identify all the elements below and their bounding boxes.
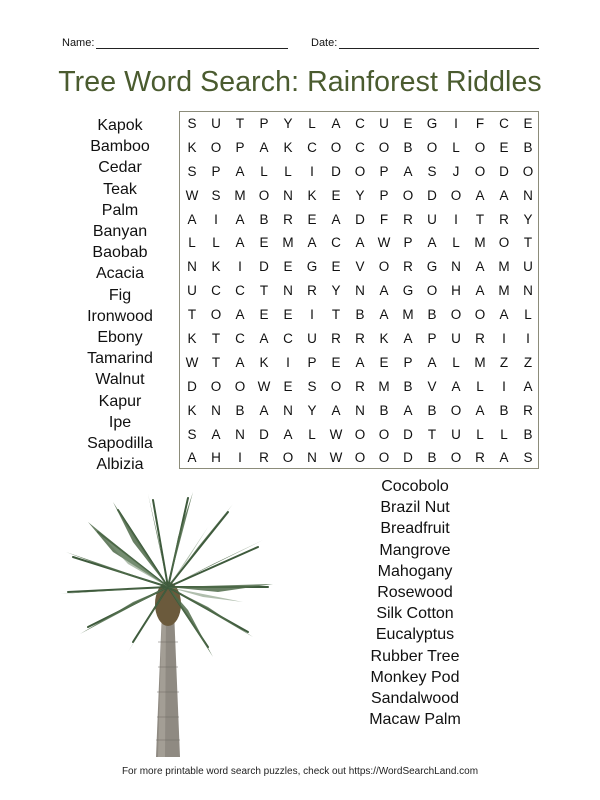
grid-cell[interactable]: D: [427, 187, 437, 203]
word-list-item: Silk Cotton: [376, 605, 454, 623]
grid-cell[interactable]: U: [451, 426, 461, 442]
grid-cell[interactable]: A: [331, 116, 341, 131]
grid-cell[interactable]: O: [450, 450, 462, 466]
grid-cell[interactable]: H: [451, 283, 461, 299]
grid-cell[interactable]: D: [499, 163, 509, 179]
grid-cell[interactable]: R: [331, 331, 341, 347]
grid-cell[interactable]: E: [283, 307, 293, 323]
word-list-item: Walnut: [95, 371, 145, 389]
grid-cell[interactable]: B: [259, 211, 269, 227]
grid-cell[interactable]: A: [475, 259, 485, 275]
word-list-left: [60, 115, 180, 475]
grid-cell[interactable]: C: [283, 331, 293, 347]
word-list-item: Kapur: [98, 392, 142, 410]
grid-cell[interactable]: O: [378, 450, 390, 466]
grid-cell[interactable]: A: [523, 378, 533, 394]
grid-cell[interactable]: P: [403, 235, 413, 251]
word-list-item: Brazil Nut: [380, 499, 450, 517]
grid-cell[interactable]: O: [378, 426, 390, 442]
word-list-item: Baobab: [92, 244, 148, 262]
grid-cell[interactable]: N: [283, 402, 293, 418]
grid-cell[interactable]: A: [475, 283, 485, 299]
grid-cell[interactable]: E: [379, 354, 389, 370]
grid-cell[interactable]: M: [402, 307, 414, 323]
word-list-item: Teak: [103, 180, 137, 198]
grid-cell[interactable]: B: [427, 450, 437, 466]
grid-cell[interactable]: D: [259, 426, 269, 442]
puzzle-grid[interactable]: [179, 111, 539, 469]
grid-cell[interactable]: S: [187, 426, 197, 442]
grid-cell[interactable]: K: [283, 139, 293, 155]
grid-cell[interactable]: P: [379, 163, 389, 179]
grid-cell[interactable]: B: [403, 139, 413, 155]
grid-cell[interactable]: Z: [499, 354, 509, 370]
word-list-item: Cedar: [98, 159, 142, 177]
grid-cell[interactable]: I: [238, 259, 242, 275]
grid-cell[interactable]: O: [522, 163, 534, 179]
grid-cell[interactable]: B: [523, 426, 533, 442]
grid-cell[interactable]: N: [235, 426, 245, 442]
grid-cell[interactable]: Y: [283, 116, 293, 131]
grid-cell[interactable]: Y: [307, 402, 317, 418]
grid-cell[interactable]: A: [379, 283, 389, 299]
grid-cell[interactable]: P: [259, 116, 269, 131]
word-list-item: Macaw Palm: [369, 711, 461, 729]
grid-cell[interactable]: A: [499, 450, 509, 466]
grid-cell[interactable]: N: [307, 450, 317, 466]
grid-cell[interactable]: S: [211, 187, 221, 203]
word-list-item: Cocobolo: [381, 478, 449, 495]
grid-cell[interactable]: O: [258, 187, 270, 203]
grid-cell[interactable]: A: [403, 163, 413, 179]
grid-cell[interactable]: O: [210, 307, 222, 323]
grid-cell[interactable]: D: [355, 211, 365, 227]
grid-cell[interactable]: I: [214, 211, 218, 227]
word-list-item: Monkey Pod: [370, 668, 460, 686]
grid-cell[interactable]: E: [499, 139, 509, 155]
grid-cell[interactable]: A: [355, 354, 365, 370]
grid-cell[interactable]: R: [475, 331, 485, 347]
grid-cell[interactable]: E: [307, 211, 317, 227]
grid-cell[interactable]: W: [377, 235, 391, 251]
grid-cell[interactable]: A: [499, 187, 509, 203]
grid-cell[interactable]: U: [211, 116, 221, 131]
grid-cell[interactable]: L: [188, 235, 196, 251]
grid-cell[interactable]: I: [238, 450, 242, 466]
grid-cell[interactable]: B: [427, 402, 437, 418]
grid-cell[interactable]: L: [476, 426, 484, 442]
grid-cell[interactable]: E: [331, 354, 341, 370]
grid-cell[interactable]: D: [187, 378, 197, 394]
grid-cell[interactable]: L: [524, 307, 532, 323]
grid-cell[interactable]: L: [260, 163, 268, 179]
grid-cell[interactable]: T: [331, 307, 341, 323]
grid-cell[interactable]: A: [427, 235, 437, 251]
grid-cell[interactable]: T: [427, 426, 437, 442]
name-label: Name:: [62, 37, 95, 49]
word-list-item: Sapodilla: [87, 435, 153, 453]
grid-cell[interactable]: V: [355, 259, 365, 275]
grid-cell[interactable]: I: [526, 331, 530, 347]
grid-cell[interactable]: T: [235, 116, 245, 131]
grid-cell[interactable]: R: [355, 331, 365, 347]
grid-cell[interactable]: A: [499, 307, 509, 323]
grid-cell[interactable]: O: [210, 378, 222, 394]
name-field[interactable]: [62, 37, 288, 49]
grid-cell[interactable]: P: [307, 354, 317, 370]
word-list-item: Tamarind: [87, 350, 153, 368]
grid-cell[interactable]: A: [259, 331, 269, 347]
grid-cell[interactable]: I: [454, 116, 458, 131]
grid-cell[interactable]: W: [257, 378, 271, 394]
grid-cell[interactable]: N: [187, 259, 197, 275]
grid-cell[interactable]: O: [426, 283, 438, 299]
grid-cell[interactable]: F: [475, 116, 485, 131]
grid-cell[interactable]: E: [331, 259, 341, 275]
grid-cell[interactable]: O: [450, 187, 462, 203]
grid-cell[interactable]: O: [354, 426, 366, 442]
grid-cell[interactable]: I: [310, 307, 314, 323]
grid-cell[interactable]: D: [331, 163, 341, 179]
grid-cell[interactable]: O: [282, 450, 294, 466]
grid-cell[interactable]: C: [355, 139, 365, 155]
grid-cell[interactable]: A: [187, 450, 197, 466]
grid-cell[interactable]: B: [523, 139, 533, 155]
grid-cell[interactable]: P: [235, 139, 245, 155]
grid-cell[interactable]: L: [452, 139, 460, 155]
grid-cell[interactable]: S: [307, 378, 317, 394]
word-list-item: Ebony: [97, 329, 143, 347]
grid-cell[interactable]: G: [306, 259, 318, 275]
grid-cell[interactable]: I: [310, 163, 314, 179]
grid-cell[interactable]: R: [523, 402, 533, 418]
grid-cell[interactable]: Y: [331, 283, 341, 299]
grid-cell[interactable]: A: [259, 139, 269, 155]
grid-cell[interactable]: A: [331, 211, 341, 227]
grid-cell[interactable]: L: [500, 426, 508, 442]
grid-cell[interactable]: C: [331, 235, 341, 251]
grid-cell[interactable]: E: [259, 307, 269, 323]
grid-cell[interactable]: W: [329, 450, 343, 466]
grid-cell[interactable]: O: [330, 139, 342, 155]
grid-cell[interactable]: J: [452, 163, 460, 179]
grid-cell[interactable]: E: [403, 116, 413, 131]
grid-cell[interactable]: R: [475, 450, 485, 466]
grid-cell[interactable]: G: [426, 259, 438, 275]
grid-cell[interactable]: A: [403, 331, 413, 347]
grid-cell[interactable]: C: [355, 116, 365, 131]
grid-cell[interactable]: K: [259, 354, 269, 370]
grid-cell[interactable]: I: [286, 354, 290, 370]
grid-cell[interactable]: L: [452, 354, 460, 370]
grid-cell[interactable]: F: [379, 211, 389, 227]
grid-cell[interactable]: O: [354, 163, 366, 179]
grid-cell[interactable]: A: [331, 402, 341, 418]
grid-cell[interactable]: P: [379, 187, 389, 203]
grid-cell[interactable]: A: [211, 426, 221, 442]
grid-cell[interactable]: A: [403, 402, 413, 418]
grid-cell[interactable]: T: [211, 331, 221, 347]
grid-cell[interactable]: A: [307, 235, 317, 251]
word-list-item: Palm: [101, 201, 139, 219]
word-list-item: Breadfruit: [380, 520, 450, 538]
grid-cell[interactable]: O: [474, 139, 486, 155]
grid-cell[interactable]: S: [523, 450, 533, 466]
grid-cell[interactable]: D: [259, 259, 269, 275]
grid-cell[interactable]: N: [523, 187, 533, 203]
grid-cell[interactable]: E: [331, 187, 341, 203]
grid-cell[interactable]: M: [474, 354, 486, 370]
grid-cell[interactable]: O: [402, 187, 414, 203]
page-title: Tree Word Search: Rainforest Riddles: [58, 66, 542, 98]
grid-cell[interactable]: S: [427, 163, 437, 179]
grid-cell[interactable]: O: [450, 402, 462, 418]
grid-cell[interactable]: N: [211, 402, 221, 418]
grid-cell[interactable]: O: [354, 450, 366, 466]
word-list-item: Bamboo: [90, 138, 150, 156]
grid-cell[interactable]: M: [378, 378, 390, 394]
grid-cell[interactable]: K: [211, 259, 221, 275]
grid-cell[interactable]: O: [474, 163, 486, 179]
grid-cell[interactable]: I: [454, 211, 458, 227]
grid-cell[interactable]: O: [450, 307, 462, 323]
word-list-item: Albizia: [96, 456, 144, 474]
grid-cell[interactable]: U: [379, 116, 389, 131]
word-list-item: Fig: [108, 286, 132, 304]
word-list-item: Kapok: [97, 117, 143, 134]
grid-cell[interactable]: O: [378, 259, 390, 275]
word-list-item: Mangrove: [379, 541, 451, 559]
grid-cell[interactable]: L: [308, 116, 316, 131]
grid-cell[interactable]: R: [355, 378, 365, 394]
grid-cell[interactable]: O: [498, 235, 510, 251]
grid-cell[interactable]: W: [185, 354, 199, 370]
grid-cell[interactable]: E: [259, 235, 269, 251]
grid-cell[interactable]: G: [426, 116, 438, 131]
grid-cell[interactable]: E: [523, 116, 533, 131]
grid-cell[interactable]: A: [235, 211, 245, 227]
grid-cell[interactable]: B: [427, 307, 437, 323]
grid-cell[interactable]: M: [474, 235, 486, 251]
grid-cell[interactable]: U: [307, 331, 317, 347]
grid-cell[interactable]: Y: [355, 187, 365, 203]
grid-cell[interactable]: R: [283, 211, 293, 227]
grid-cell[interactable]: N: [523, 283, 533, 299]
grid-cell[interactable]: K: [379, 331, 389, 347]
date-field[interactable]: [311, 37, 539, 49]
grid-cell[interactable]: M: [282, 235, 294, 251]
grid-cell[interactable]: C: [211, 283, 221, 299]
footer-text: For more printable word search puzzles, check out https://WordSearchLand.com: [121, 766, 479, 777]
grid-cell[interactable]: C: [235, 283, 245, 299]
grid-cell[interactable]: K: [187, 402, 197, 418]
grid-cell[interactable]: D: [403, 426, 413, 442]
grid-cell[interactable]: O: [234, 378, 246, 394]
grid-cell[interactable]: L: [284, 163, 292, 179]
grid-cell[interactable]: A: [235, 163, 245, 179]
grid-cell[interactable]: N: [355, 283, 365, 299]
grid-cell[interactable]: O: [210, 139, 222, 155]
grid-cell[interactable]: T: [475, 211, 485, 227]
word-list-item: Banyan: [92, 223, 148, 241]
word-list-item: Sandalwood: [370, 690, 460, 708]
grid-cell[interactable]: O: [330, 378, 342, 394]
grid-cell[interactable]: U: [523, 259, 533, 275]
grid-cell[interactable]: A: [259, 402, 269, 418]
grid-cell[interactable]: A: [475, 187, 485, 203]
word-list-item: Rubber Tree: [370, 647, 460, 665]
grid-cell[interactable]: I: [502, 378, 506, 394]
grid-cell[interactable]: R: [307, 283, 317, 299]
grid-cell[interactable]: A: [235, 307, 245, 323]
grid-cell[interactable]: D: [403, 450, 413, 466]
grid-cell[interactable]: A: [451, 378, 461, 394]
grid-cell[interactable]: T: [187, 307, 197, 323]
grid-cell[interactable]: M: [498, 259, 510, 275]
date-input-line[interactable]: [339, 38, 539, 49]
grid-cell[interactable]: A: [235, 354, 245, 370]
date-label: Date:: [311, 37, 338, 49]
grid-cell[interactable]: L: [452, 235, 460, 251]
grid-cell[interactable]: I: [502, 331, 506, 347]
grid-cell[interactable]: O: [426, 139, 438, 155]
grid-cell[interactable]: A: [283, 426, 293, 442]
grid-cell[interactable]: A: [355, 235, 365, 251]
grid-cell[interactable]: A: [235, 235, 245, 251]
grid-cell[interactable]: B: [499, 402, 509, 418]
grid-cell[interactable]: S: [187, 116, 197, 131]
word-list-right: [355, 476, 475, 730]
grid-cell[interactable]: W: [329, 426, 343, 442]
grid-cell[interactable]: A: [187, 211, 197, 227]
grid-cell[interactable]: W: [185, 187, 199, 203]
grid-cell[interactable]: L: [308, 426, 316, 442]
grid-cell[interactable]: K: [307, 187, 317, 203]
grid-cell[interactable]: Y: [523, 211, 533, 227]
grid-cell[interactable]: B: [355, 307, 365, 323]
grid-cell[interactable]: M: [498, 283, 510, 299]
grid-cell[interactable]: V: [427, 378, 437, 394]
grid-cell[interactable]: B: [403, 378, 413, 394]
grid-cell[interactable]: T: [259, 283, 269, 299]
word-list-item: Rosewood: [377, 584, 453, 602]
name-input-line[interactable]: [96, 38, 288, 49]
grid-cell[interactable]: U: [451, 331, 461, 347]
grid-cell[interactable]: G: [402, 283, 414, 299]
grid-cell[interactable]: B: [379, 402, 389, 418]
word-list-item: Mahogany: [377, 562, 453, 580]
grid-cell[interactable]: A: [427, 354, 437, 370]
grid-cell[interactable]: P: [427, 331, 437, 347]
grid-cell[interactable]: E: [283, 259, 293, 275]
palm-tree-image: [58, 492, 278, 757]
word-list-item: Ipe: [108, 413, 132, 431]
grid-cell[interactable]: H: [211, 450, 221, 466]
grid-cell[interactable]: E: [283, 378, 293, 394]
grid-cell[interactable]: U: [187, 283, 197, 299]
grid-cell[interactable]: P: [403, 354, 413, 370]
grid-cell[interactable]: N: [283, 187, 293, 203]
grid-cell[interactable]: N: [451, 259, 461, 275]
grid-cell[interactable]: C: [307, 139, 317, 155]
grid-cell[interactable]: L: [212, 235, 220, 251]
grid-cell[interactable]: L: [476, 378, 484, 394]
grid-cell[interactable]: U: [427, 211, 437, 227]
grid-cell[interactable]: T: [211, 354, 221, 370]
grid-cell[interactable]: N: [283, 283, 293, 299]
grid-cell[interactable]: M: [234, 187, 246, 203]
word-list-item: Acacia: [95, 265, 145, 283]
grid-cell[interactable]: R: [403, 211, 413, 227]
grid-cell[interactable]: K: [187, 331, 197, 347]
grid-cell[interactable]: C: [499, 116, 509, 131]
grid-cell[interactable]: B: [235, 402, 245, 418]
word-list-item: Ironwood: [87, 307, 153, 325]
grid-cell[interactable]: R: [403, 259, 413, 275]
grid-cell[interactable]: A: [475, 402, 485, 418]
grid-cell[interactable]: R: [259, 450, 269, 466]
grid-cell[interactable]: Z: [523, 354, 533, 370]
grid-cell[interactable]: A: [379, 307, 389, 323]
grid-cell[interactable]: T: [523, 235, 533, 251]
grid-cell[interactable]: N: [355, 402, 365, 418]
grid-cell[interactable]: O: [378, 139, 390, 155]
word-list-item: Eucalyptus: [375, 626, 455, 644]
grid-cell[interactable]: C: [235, 331, 245, 347]
grid-cell[interactable]: O: [474, 307, 486, 323]
grid-cell[interactable]: P: [211, 163, 221, 179]
grid-cell[interactable]: K: [187, 139, 197, 155]
grid-cell[interactable]: S: [187, 163, 197, 179]
grid-cell[interactable]: R: [499, 211, 509, 227]
